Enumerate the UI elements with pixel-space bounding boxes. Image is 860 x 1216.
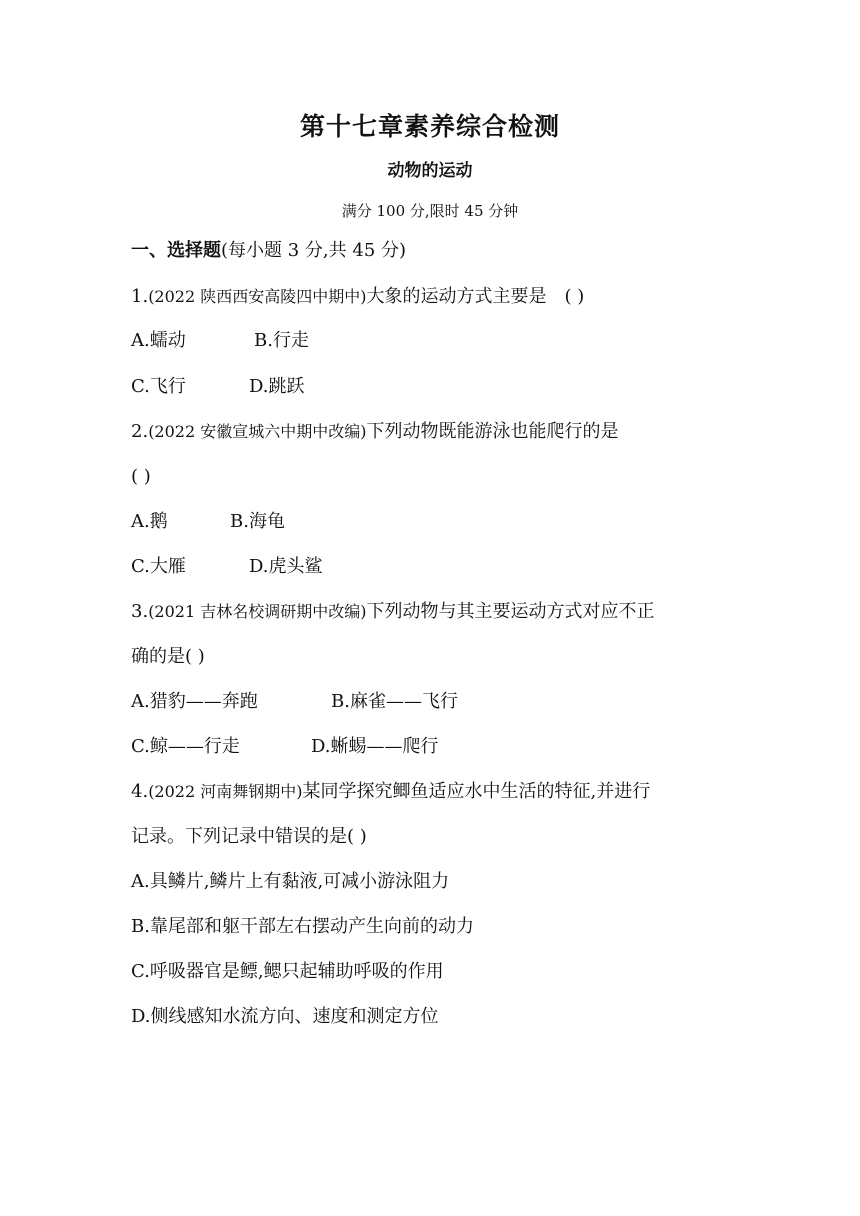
- question-text: 大象的运动方式主要是: [366, 286, 547, 307]
- question-text: 下列动物既能游泳也能爬行的是: [366, 421, 619, 442]
- question-4-stem-cont: [131, 822, 367, 852]
- question-source: (2022 安徽宣城六中期中改编): [148, 422, 367, 441]
- option-b: B.行走: [254, 330, 309, 351]
- question-4-option-b: B.靠尾部和躯干部左右摆动产生向前的动力: [131, 916, 474, 937]
- question-number: 1.: [131, 286, 149, 307]
- option-d: D.蜥蜴——爬行: [311, 736, 439, 757]
- question-4-stem: [131, 777, 650, 807]
- question-3-stem-cont: [131, 642, 205, 672]
- section-note: (每小题 3 分,共 45 分): [221, 240, 407, 261]
- question-3-stem: [131, 597, 654, 627]
- answer-blank: ( ): [564, 286, 585, 307]
- option-d: D.虎头鲨: [249, 556, 323, 577]
- option-d: D.跳跃: [249, 376, 305, 397]
- question-2-stem: [131, 417, 618, 447]
- answer-blank: ( ): [347, 826, 367, 847]
- question-number: 2.: [131, 421, 149, 442]
- option-a: A.鹅: [131, 511, 168, 532]
- question-1-options-row-2: [131, 372, 305, 402]
- question-text-cont: 记录。下列记录中错误的是: [131, 826, 347, 847]
- answer-blank: ( ): [185, 646, 205, 667]
- option-c: C.大雁: [131, 556, 186, 577]
- question-source: (2022 河南舞钢期中): [148, 782, 303, 801]
- option-c: C.飞行: [131, 376, 186, 397]
- page-subtitle: 动物的运动: [387, 161, 473, 181]
- section-title: 一、选择题: [131, 240, 221, 261]
- question-4-option-c: C.呼吸器官是鳔,鳃只起辅助呼吸的作用: [131, 961, 444, 982]
- option-b: B.麻雀——飞行: [331, 691, 458, 712]
- option-a: A.蠕动: [131, 330, 186, 351]
- question-text: 某同学探究鲫鱼适应水中生活的特征,并进行: [302, 781, 651, 802]
- question-1-stem: [131, 282, 584, 312]
- question-text-cont: 确的是: [131, 646, 185, 667]
- question-2-options-row-2: [131, 552, 323, 582]
- question-number: 3.: [131, 601, 149, 622]
- section-heading: [131, 236, 406, 266]
- option-b: B.海龟: [230, 511, 285, 532]
- question-2-options-row-1: [131, 507, 285, 537]
- option-a: A.猎豹——奔跑: [131, 691, 258, 712]
- question-source: (2021 吉林名校调研期中改编): [148, 602, 367, 621]
- page-title: 第十七章素养综合检测: [299, 112, 560, 141]
- question-number: 4.: [131, 781, 149, 802]
- question-3-options-row-1: [131, 687, 458, 717]
- question-1-options-row-1: [131, 326, 309, 356]
- question-source: (2022 陕西西安高陵四中期中): [148, 287, 367, 306]
- question-4-option-d: D.侧线感知水流方向、速度和测定方位: [131, 1006, 439, 1027]
- exam-meta: 满分 100 分,限时 45 分钟: [341, 202, 519, 220]
- option-c: C.鲸——行走: [131, 736, 240, 757]
- question-text: 下列动物与其主要运动方式对应不正: [366, 601, 655, 622]
- question-3-options-row-2: [131, 732, 439, 762]
- question-4-option-a: A.具鳞片,鳞片上有黏液,可减小游泳阻力: [131, 871, 450, 892]
- question-2-answer-blank: ( ): [131, 466, 151, 487]
